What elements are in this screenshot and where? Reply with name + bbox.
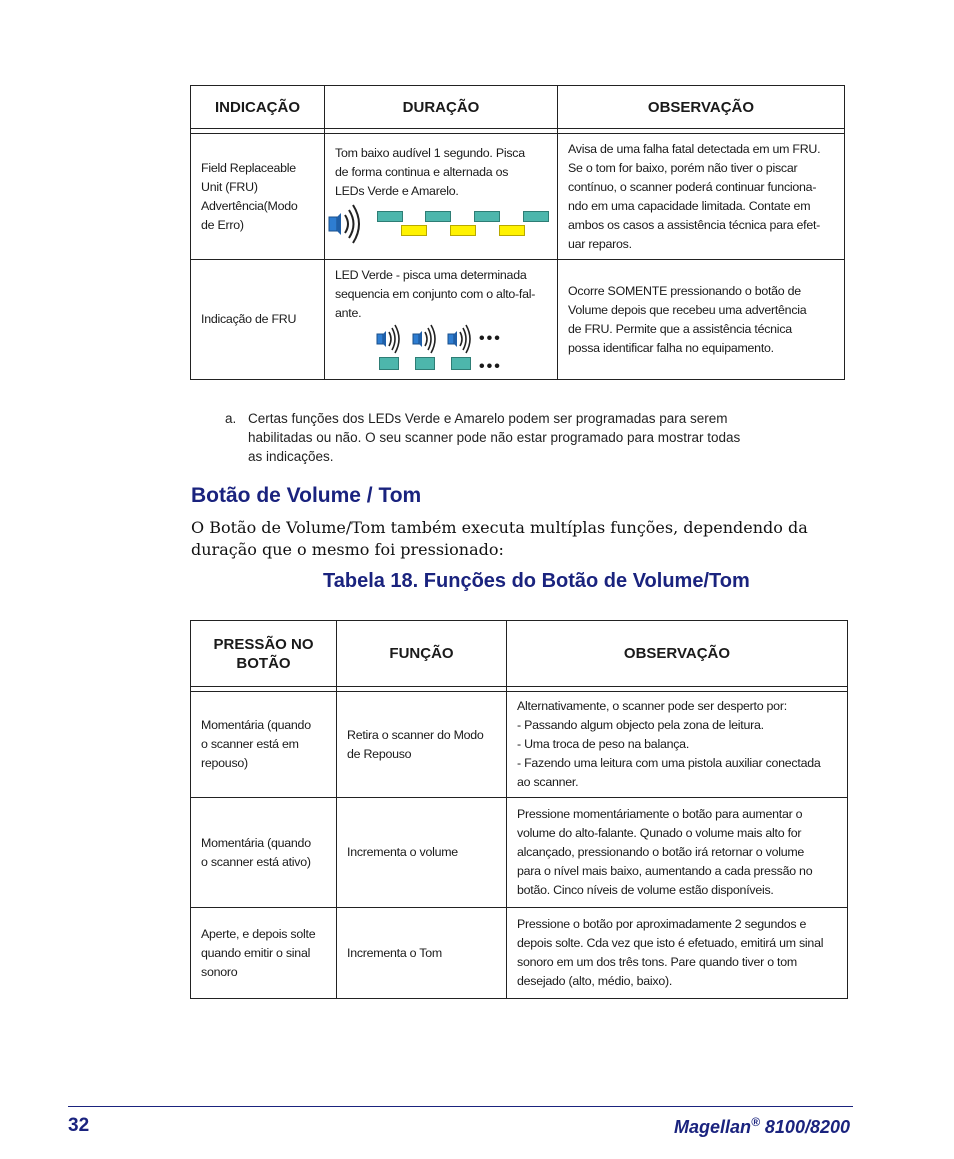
header-funcao: FUNÇÃO <box>337 621 507 687</box>
yellow-led-icon <box>450 225 476 236</box>
cell-duracao <box>325 260 558 380</box>
footnote-marker: a. <box>225 411 237 426</box>
table-row <box>191 908 848 999</box>
cell-observacao: Avisa de uma falha fatal detectada em um FRU. Se o tom for baixo, porém não tiver o piscar contínuo, o scanner poderá continuar funciona- ndo em uma capacidade limitada. Contate em ambos os casos a assistência técnica para efet- uar reparos. <box>558 134 845 260</box>
yellow-led-icon <box>401 225 427 236</box>
cell-observacao: Pressione o botão por aproximadamente 2 segundos e depois solte. Cda vez que isto é efetuado, emitirá um sinal sonoro em um dos três tons. Pare quando tiver o tom desejado (alto, médio, baixo). <box>507 908 848 999</box>
cell-pressao: Momentária (quando o scanner está em repouso) <box>191 692 337 798</box>
green-led-icon <box>379 357 399 370</box>
body-paragraph: O Botão de Volume/Tom também executa multíplas funções, dependendo da duração que o mesmo foi pressionado: <box>191 518 808 559</box>
footnote-text: Certas funções dos LEDs Verde e Amarelo podem ser programadas para serem habilitadas ou não. O seu scanner pode não estar programado para mostrar todas as indicações. <box>248 411 741 464</box>
speaker-icon <box>376 324 402 354</box>
volume-button-table <box>190 620 848 999</box>
speaker-icon <box>327 203 367 245</box>
cell-indicacao: Indicação de FRU <box>191 260 325 380</box>
table-row <box>191 260 845 380</box>
speaker-icon <box>412 324 438 354</box>
header-pressao: PRESSÃO NO BOTÃO <box>191 621 337 687</box>
footer-divider <box>68 1106 853 1107</box>
product-name: Magellan <box>674 1117 752 1137</box>
cell-observacao: Alternativamente, o scanner pode ser desperto por: - Passando algum objecto pela zona de leitura. - Uma troca de peso na balança. - Fazendo uma leitura com uma pistola auxiliar conectada ao scanner. <box>507 692 848 798</box>
speaker-icon <box>447 324 473 354</box>
ellipsis-icon: ••• <box>479 330 502 347</box>
green-led-icon <box>425 211 451 222</box>
table-title: Tabela 18. Funções do Botão de Volume/Tom <box>323 570 750 592</box>
cell-pressao: Aperte, e depois solte quando emitir o sinal sonoro <box>191 908 337 999</box>
duracao-text: LED Verde - pisca uma determinada sequencia em conjunto com o alto-fal- ante. <box>335 268 536 320</box>
table-row <box>191 692 848 798</box>
footer-product <box>674 1115 850 1138</box>
green-led-icon <box>451 357 471 370</box>
header-indicacao: INDICAÇÃO <box>191 86 325 129</box>
green-led-icon <box>474 211 500 222</box>
header-duracao: DURAÇÃO <box>325 86 558 129</box>
ellipsis-icon: ••• <box>479 358 502 375</box>
cell-observacao: Pressione momentáriamente o botão para aumentar o volume do alto-falante. Qunado o volume mais alto for alcançado, pressionando o botão irá retornar o volume para o nível mais baixo, aumentando a cada pressão no botão. Cinco níveis de volume estão disponíveis. <box>507 798 848 908</box>
cell-funcao: Retira o scanner do Modo de Repouso <box>337 692 507 798</box>
header-observacao: OBSERVAÇÃO <box>558 86 845 129</box>
table-row <box>191 798 848 908</box>
yellow-led-icon <box>499 225 525 236</box>
registered-mark: ® <box>751 1115 760 1129</box>
cell-observacao: Ocorre SOMENTE pressionando o botão de Volume depois que recebeu uma advertência de FRU. Permite que a assistência técnica possa identificar falha no equipamento. <box>558 260 845 380</box>
cell-funcao: Incrementa o Tom <box>337 908 507 999</box>
header-observacao: OBSERVAÇÃO <box>507 621 848 687</box>
table-row <box>191 134 845 260</box>
cell-indicacao: Field Replaceable Unit (FRU) Advertência(Modo de Erro) <box>191 134 325 260</box>
cell-pressao: Momentária (quando o scanner está ativo) <box>191 798 337 908</box>
page-number: 32 <box>68 1115 90 1136</box>
cell-funcao: Incrementa o volume <box>337 798 507 908</box>
green-led-icon <box>415 357 435 370</box>
green-led-icon <box>523 211 549 222</box>
green-led-icon <box>377 211 403 222</box>
product-model: 8100/8200 <box>759 1117 850 1137</box>
section-heading: Botão de Volume / Tom <box>191 484 422 507</box>
duracao-text: Tom baixo audível 1 segundo. Pisca de forma continua e alternada os LEDs Verde e Amarelo. <box>335 146 525 198</box>
